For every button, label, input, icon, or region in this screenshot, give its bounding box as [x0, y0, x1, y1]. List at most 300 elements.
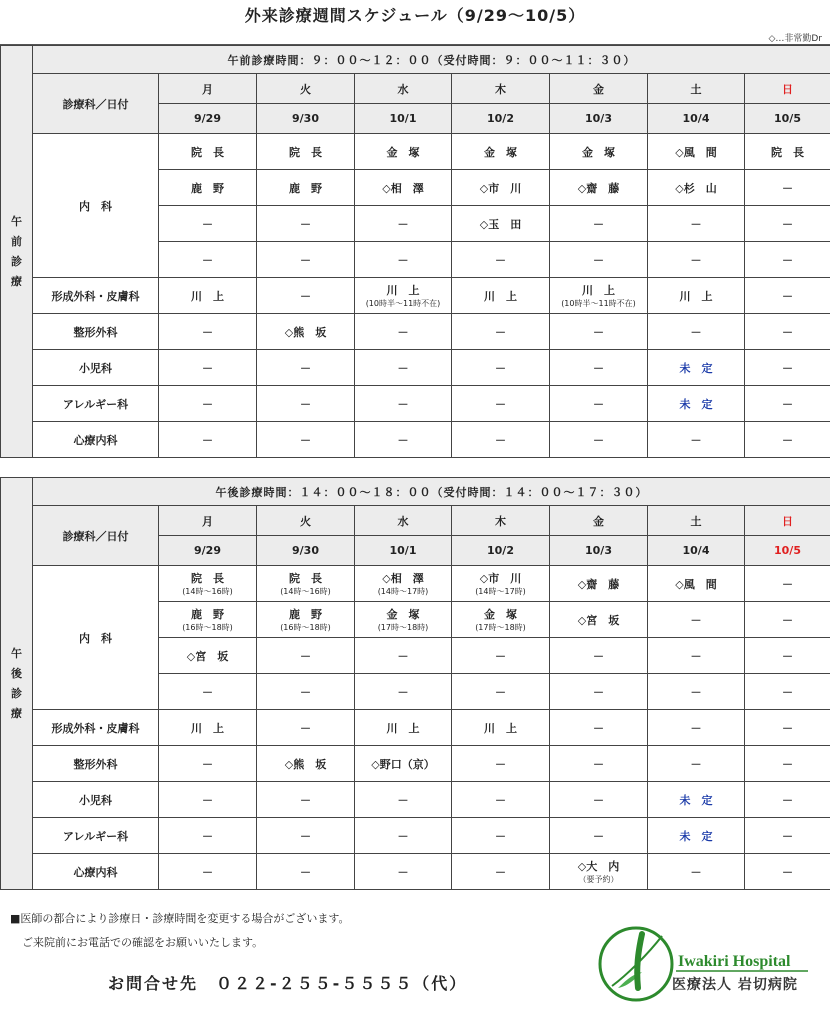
doctor-name: 川 上	[484, 721, 517, 735]
doctor-name: ◇大 内	[577, 860, 620, 873]
am-hours-header	[33, 46, 830, 74]
time-note: (14時～17時)	[377, 587, 429, 596]
time-note: (16時～18時)	[182, 623, 233, 632]
schedule-cell	[355, 350, 452, 386]
doctor-name: －	[397, 793, 409, 807]
doctor-name: －	[690, 757, 702, 771]
schedule-cell	[257, 170, 355, 206]
schedule-cell	[745, 314, 830, 350]
time-note: (14時～16時)	[182, 587, 233, 596]
doctor-name: －	[397, 829, 409, 843]
schedule-cell	[550, 854, 648, 890]
day-header: 金	[550, 74, 648, 104]
doctor-name: －	[300, 793, 311, 807]
schedule-cell	[550, 818, 648, 854]
doctor-name: －	[690, 217, 702, 231]
side-char: 療	[11, 706, 22, 720]
doctor-name: －	[397, 685, 409, 699]
schedule-cell	[648, 350, 745, 386]
doctor-name: －	[593, 685, 604, 699]
doctor-name: －	[202, 253, 213, 267]
time-note: （要予約）	[578, 875, 619, 884]
schedule-cell	[648, 818, 745, 854]
doctor-name: －	[690, 649, 702, 663]
doctor-name: －	[593, 361, 604, 375]
doctor-name: －	[202, 397, 213, 411]
doctor-name: －	[690, 253, 702, 267]
doctor-name: －	[202, 865, 213, 879]
doctor-name: 院 長	[191, 145, 224, 159]
doctor-name: 未 定	[679, 397, 713, 411]
doctor-name: －	[495, 253, 506, 267]
doctor-name: －	[495, 685, 506, 699]
logo-japanese-name: 医療法人 岩切病院	[672, 977, 798, 993]
dept-label: アレルギー科	[33, 386, 159, 422]
schedule-cell	[159, 314, 257, 350]
doctor-name: －	[300, 289, 311, 303]
doctor-name: －	[782, 325, 793, 339]
schedule-cell	[648, 638, 745, 674]
doctor-name: －	[202, 361, 213, 375]
schedule-cell	[648, 566, 745, 602]
doctor-name: 鹿 野	[191, 608, 224, 621]
doctor-name: －	[202, 793, 213, 807]
schedule-cell	[257, 710, 355, 746]
doctor-name: －	[593, 829, 604, 843]
schedule-cell	[745, 674, 830, 710]
side-char: 午	[11, 646, 22, 660]
doctor-name: －	[782, 757, 793, 771]
doctor-name: －	[202, 325, 213, 339]
schedule-cell	[355, 314, 452, 350]
schedule-cell	[452, 566, 550, 602]
doctor-name: －	[782, 289, 793, 303]
doctor-name: ◇風 間	[675, 577, 717, 591]
schedule-cell	[355, 710, 452, 746]
schedule-cell	[355, 422, 452, 458]
doctor-name: －	[300, 433, 311, 447]
dept-label: アレルギー科	[33, 818, 159, 854]
schedule-cell	[745, 350, 830, 386]
date-header: 10/3	[550, 104, 648, 134]
schedule-cell	[745, 170, 830, 206]
schedule-cell	[648, 386, 745, 422]
schedule-cell	[745, 638, 830, 674]
doctor-name: －	[300, 217, 311, 231]
doctor-name: －	[202, 685, 213, 699]
schedule-cell	[452, 386, 550, 422]
doctor-name: －	[397, 649, 409, 663]
confirm-call-note: ご来院前にお電話での確認をお願いいたします。	[22, 936, 264, 949]
schedule-cell	[452, 278, 550, 314]
part-time-doctor-legend: ◇…非常勤Dr	[768, 34, 822, 44]
doctor-name: －	[782, 685, 793, 699]
schedule-cell	[355, 566, 452, 602]
doctor-name: －	[782, 361, 793, 375]
side-char: 後	[11, 666, 22, 680]
doctor-name: －	[690, 325, 702, 339]
logo-english-name: Iwakiri Hospital	[678, 953, 791, 970]
doctor-name: －	[300, 721, 311, 735]
doctor-name: 鹿 野	[191, 181, 224, 195]
doctor-name: －	[397, 325, 409, 339]
doctor-name: －	[782, 433, 793, 447]
doctor-name: ◇齋 藤	[577, 181, 620, 195]
schedule-cell	[745, 278, 830, 314]
schedule-cell	[355, 602, 452, 638]
schedule-cell	[550, 278, 648, 314]
doctor-name: －	[593, 217, 604, 231]
doctor-name: －	[397, 865, 409, 879]
doctor-name: ◇宮 坂	[577, 613, 620, 627]
schedule-cell	[452, 350, 550, 386]
dept-label: 内 科	[33, 134, 159, 278]
schedule-cell	[648, 674, 745, 710]
doctor-name: －	[300, 253, 311, 267]
day-header: 日	[745, 74, 830, 104]
doctor-name: －	[782, 865, 793, 879]
schedule-cell	[648, 314, 745, 350]
schedule-cell	[159, 134, 257, 170]
schedule-change-note: ■医師の都合により診療日・診療時間を変更する場合がございます。	[10, 912, 350, 925]
doctor-name: －	[782, 577, 793, 591]
doctor-name: －	[593, 397, 604, 411]
doctor-name: 院 長	[289, 145, 322, 159]
doctor-name: ◇市 川	[479, 181, 522, 195]
doctor-name: 川 上	[484, 289, 517, 303]
doctor-name: ◇玉 田	[479, 217, 522, 231]
schedule-cell	[550, 674, 648, 710]
schedule-cell	[648, 206, 745, 242]
schedule-cell	[355, 242, 452, 278]
date-header: 10/2	[452, 104, 550, 134]
doctor-name: －	[397, 217, 409, 231]
doctor-name: 金 塚	[582, 145, 615, 159]
schedule-cell	[257, 134, 355, 170]
schedule-cell	[257, 782, 355, 818]
doctor-name: －	[397, 253, 409, 267]
schedule-cell	[159, 710, 257, 746]
doctor-name: 未 定	[679, 793, 713, 807]
doctor-name: ◇熊 坂	[284, 757, 327, 771]
doctor-name: －	[300, 397, 311, 411]
schedule-cell	[257, 566, 355, 602]
date-header: 10/1	[355, 104, 452, 134]
schedule-cell	[550, 782, 648, 818]
doctor-name: －	[782, 397, 793, 411]
doctor-name: －	[495, 757, 506, 771]
schedule-cell	[550, 206, 648, 242]
schedule-cell	[745, 710, 830, 746]
day-header: 日	[745, 506, 830, 536]
doctor-name: 未 定	[679, 361, 713, 375]
hours-text: 午後診療時間：１４：００～１８：００	[215, 485, 432, 499]
schedule-cell	[257, 602, 355, 638]
schedule-cell	[355, 638, 452, 674]
doctor-name: －	[300, 865, 311, 879]
doctor-name: ◇風 間	[675, 145, 717, 159]
doctor-name: 川 上	[191, 289, 224, 303]
schedule-cell	[159, 818, 257, 854]
schedule-cell	[355, 674, 452, 710]
pm-side-label	[1, 478, 33, 890]
dept-label: 小児科	[33, 350, 159, 386]
doctor-name: ◇市 川	[479, 572, 522, 585]
date-header: 10/4	[648, 104, 745, 134]
doctor-name: －	[593, 649, 604, 663]
schedule-cell	[452, 134, 550, 170]
reception-hours: （受付時間：１４：００～１７：３０）	[431, 485, 648, 499]
dept-label: 心療内科	[33, 422, 159, 458]
doctor-name: 鹿 野	[289, 608, 322, 621]
schedule-cell	[648, 854, 745, 890]
schedule-cell	[648, 602, 745, 638]
day-header: 月	[159, 74, 257, 104]
time-note: (10時半～11時不在)	[561, 299, 636, 308]
schedule-cell	[159, 422, 257, 458]
pm-hours-header	[33, 478, 830, 506]
schedule-cell	[745, 566, 830, 602]
doctor-name: 川 上	[582, 284, 615, 297]
schedule-cell	[257, 242, 355, 278]
doctor-name: －	[782, 649, 793, 663]
side-char: 療	[11, 274, 22, 288]
doctor-name: －	[495, 649, 506, 663]
doctor-name: －	[690, 685, 702, 699]
doctor-name: －	[495, 361, 506, 375]
schedule-cell	[648, 710, 745, 746]
time-note: (16時～18時)	[280, 623, 331, 632]
doctor-name: 金 塚	[484, 608, 517, 621]
doctor-name: －	[202, 757, 213, 771]
schedule-cell	[452, 710, 550, 746]
side-char: 診	[11, 254, 22, 268]
contact-phone: お問合せ先 ０２２-２５５-５５５５（代）	[108, 974, 468, 993]
schedule-cell	[550, 422, 648, 458]
doctor-name: －	[495, 397, 506, 411]
doctor-name: －	[782, 613, 793, 627]
schedule-cell	[355, 782, 452, 818]
side-char: 前	[11, 234, 22, 248]
schedule-cell	[257, 314, 355, 350]
doctor-name: －	[593, 433, 604, 447]
schedule-cell	[257, 638, 355, 674]
hours-text: 午前診療時間：９：００～１２：００	[227, 53, 432, 67]
schedule-cell	[159, 350, 257, 386]
schedule-cell	[452, 206, 550, 242]
schedule-cell	[159, 566, 257, 602]
doctor-name: －	[782, 217, 793, 231]
time-note: (14時～16時)	[280, 587, 331, 596]
doctor-name: －	[593, 757, 604, 771]
time-note: (17時～18時)	[475, 623, 526, 632]
doctor-name: 金 塚	[386, 608, 420, 621]
schedule-cell	[355, 854, 452, 890]
doctor-name: ◇杉 山	[675, 181, 717, 195]
doctor-name: 未 定	[679, 829, 713, 843]
schedule-cell	[257, 350, 355, 386]
doctor-name: －	[782, 721, 793, 735]
schedule-cell	[355, 818, 452, 854]
dept-date-label: 診療科／日付	[33, 506, 159, 566]
doctor-name: －	[782, 181, 793, 195]
schedule-cell	[550, 350, 648, 386]
schedule-cell	[550, 242, 648, 278]
schedule-cell	[550, 386, 648, 422]
time-note: (10時半～11時不在)	[365, 299, 441, 308]
doctor-name: ◇宮 坂	[186, 649, 229, 663]
doctor-name: －	[782, 793, 793, 807]
doctor-name: －	[495, 793, 506, 807]
doctor-name: ◇齋 藤	[577, 577, 620, 591]
dept-label: 内 科	[33, 566, 159, 710]
schedule-cell	[159, 674, 257, 710]
schedule-cell	[452, 170, 550, 206]
doctor-name: －	[495, 829, 506, 843]
day-header: 水	[355, 506, 452, 536]
day-header: 月	[159, 506, 257, 536]
doctor-name: 金 塚	[386, 145, 420, 159]
doctor-name: 金 塚	[484, 145, 517, 159]
schedule-cell	[452, 638, 550, 674]
doctor-name: －	[782, 829, 793, 843]
schedule-cell	[550, 602, 648, 638]
doctor-name: 鹿 野	[289, 181, 322, 195]
day-header: 火	[257, 506, 355, 536]
schedule-cell	[355, 278, 452, 314]
schedule-cell	[257, 422, 355, 458]
schedule-cell	[648, 278, 745, 314]
schedule-cell	[257, 206, 355, 242]
doctor-name: ◇相 澤	[382, 181, 424, 195]
date-header: 10/1	[355, 536, 452, 566]
schedule-cell	[550, 134, 648, 170]
doctor-name: ◇熊 坂	[284, 325, 327, 339]
dept-label: 形成外科・皮膚科	[33, 278, 159, 314]
schedule-cell	[159, 602, 257, 638]
schedule-cell	[452, 602, 550, 638]
schedule-cell	[745, 602, 830, 638]
schedule-cell	[159, 206, 257, 242]
date-header: 9/29	[159, 536, 257, 566]
dept-date-label: 診療科／日付	[33, 74, 159, 134]
doctor-name: 川 上	[386, 721, 420, 735]
schedule-cell	[452, 422, 550, 458]
schedule-cell	[355, 170, 452, 206]
schedule-cell	[648, 242, 745, 278]
date-header: 10/2	[452, 536, 550, 566]
dept-label: 整形外科	[33, 314, 159, 350]
schedule-cell	[257, 818, 355, 854]
side-char: 午	[11, 214, 22, 228]
schedule-cell	[257, 674, 355, 710]
doctor-name: －	[690, 433, 702, 447]
doctor-name: ◇野口（京）	[371, 757, 435, 771]
day-header: 水	[355, 74, 452, 104]
date-header: 10/5	[745, 536, 830, 566]
schedule-cell	[159, 170, 257, 206]
schedule-cell	[159, 746, 257, 782]
date-header: 9/30	[257, 536, 355, 566]
doctor-name: 川 上	[191, 721, 224, 735]
schedule-cell	[550, 566, 648, 602]
doctor-name: －	[495, 865, 506, 879]
doctor-name: －	[495, 433, 506, 447]
schedule-cell	[257, 278, 355, 314]
doctor-name: －	[593, 721, 604, 735]
doctor-name: －	[300, 685, 311, 699]
time-note: (17時～18時)	[377, 623, 429, 632]
schedule-cell	[452, 782, 550, 818]
schedule-cell	[452, 674, 550, 710]
schedule-cell	[648, 782, 745, 818]
schedule-cell	[745, 206, 830, 242]
schedule-cell	[452, 314, 550, 350]
side-char: 診	[11, 686, 22, 700]
schedule-cell	[159, 782, 257, 818]
schedule-cell	[452, 242, 550, 278]
schedule-cell	[452, 854, 550, 890]
dept-label: 小児科	[33, 782, 159, 818]
schedule-cell	[648, 422, 745, 458]
schedule-cell	[355, 386, 452, 422]
doctor-name: －	[690, 721, 702, 735]
date-header: 9/30	[257, 104, 355, 134]
doctor-name: ◇相 澤	[382, 572, 424, 585]
doctor-name: 院 長	[771, 145, 804, 159]
date-header: 10/4	[648, 536, 745, 566]
doctor-name: －	[300, 829, 311, 843]
doctor-name: －	[300, 361, 311, 375]
am-schedule-table	[0, 45, 830, 458]
day-header: 土	[648, 74, 745, 104]
doctor-name: －	[397, 397, 409, 411]
time-note: (14時～17時)	[475, 587, 526, 596]
schedule-cell	[745, 386, 830, 422]
doctor-name: －	[202, 433, 213, 447]
day-header: 木	[452, 74, 550, 104]
doctor-name: 川 上	[679, 289, 713, 303]
doctor-name: －	[690, 613, 702, 627]
schedule-cell	[648, 170, 745, 206]
doctor-name: －	[202, 829, 213, 843]
schedule-cell	[452, 818, 550, 854]
schedule-cell	[550, 170, 648, 206]
doctor-name: －	[202, 217, 213, 231]
schedule-cell	[648, 134, 745, 170]
date-header: 10/3	[550, 536, 648, 566]
schedule-cell	[159, 386, 257, 422]
schedule-cell	[745, 242, 830, 278]
doctor-name: －	[593, 793, 604, 807]
day-header: 火	[257, 74, 355, 104]
dept-label: 心療内科	[33, 854, 159, 890]
schedule-cell	[159, 278, 257, 314]
schedule-cell	[257, 854, 355, 890]
schedule-cell	[550, 638, 648, 674]
schedule-cell	[355, 134, 452, 170]
schedule-cell	[550, 710, 648, 746]
day-header: 木	[452, 506, 550, 536]
schedule-cell	[159, 242, 257, 278]
schedule-cell	[745, 782, 830, 818]
doctor-name: －	[593, 325, 604, 339]
doctor-name: －	[593, 253, 604, 267]
schedule-cell	[745, 818, 830, 854]
doctor-name: －	[495, 325, 506, 339]
reception-hours: （受付時間：９：００～１１：３０）	[431, 53, 636, 67]
schedule-cell	[745, 746, 830, 782]
